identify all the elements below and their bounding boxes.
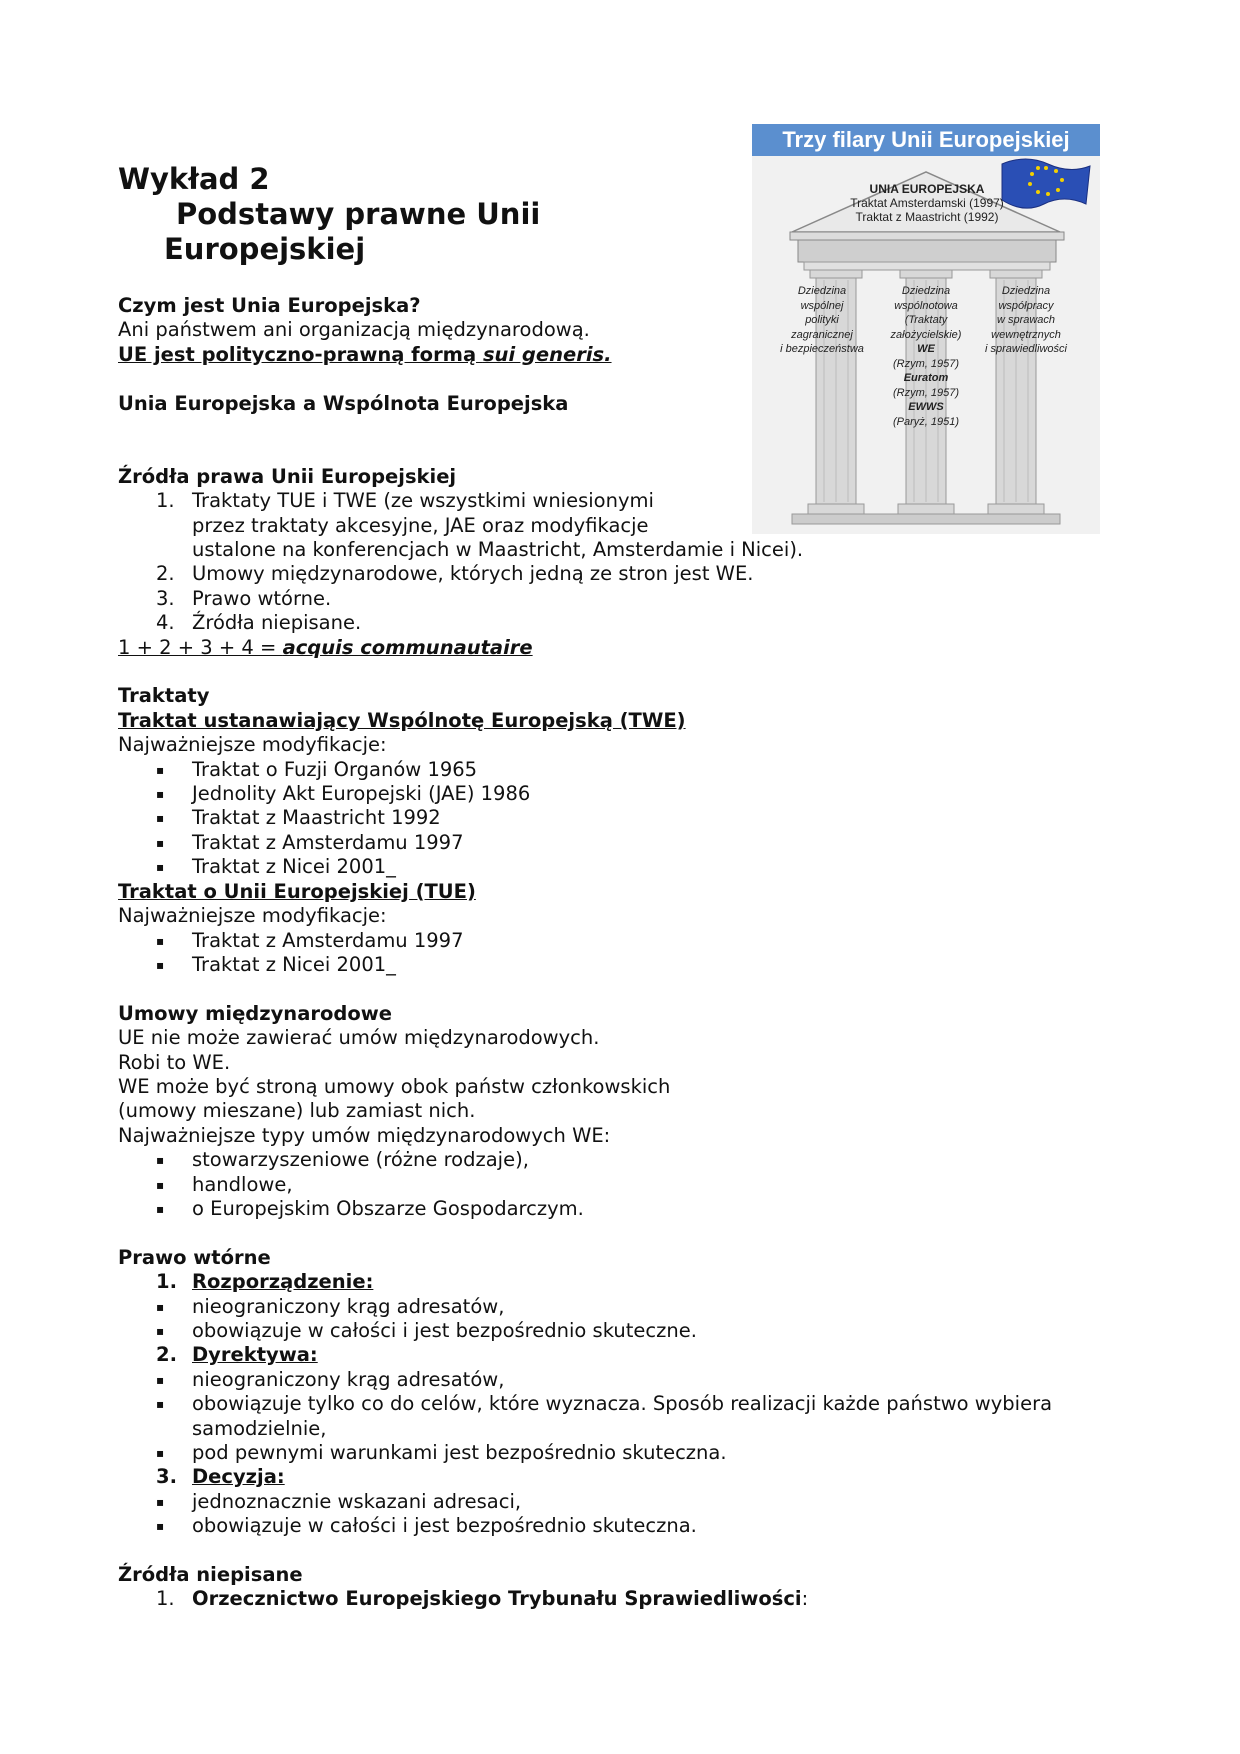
list-item: ▪ Traktat z Amsterdamu 1997 (118, 831, 1128, 855)
list-item (118, 611, 1128, 635)
list-item: ▪ Traktat z Maastricht 1992 (118, 806, 1128, 830)
secondary-list-1 (118, 1295, 1128, 1344)
secondary-section-3 (118, 1465, 1128, 1489)
item-number: 1. (156, 489, 175, 513)
item-line: ustalone na konferencjach w Maastricht, Amsterdamie i Nicei). (192, 538, 804, 562)
item-number: 3. (156, 1465, 177, 1489)
roof-text (812, 182, 1042, 224)
tue-heading: Traktat o Unii Europejskiej (TUE) (118, 879, 476, 903)
item-number: 2. (156, 562, 175, 586)
intro-line-1: Ani państwem ani organizacją międzynarodową. (118, 318, 590, 342)
twe-list (118, 758, 1128, 880)
list-item (118, 1465, 1128, 1489)
list-item: ▪ o Europejskim Obszarze Gospodarczym. (118, 1197, 1128, 1221)
agreements-line: WE może być stroną umowy obok państw członkowskich (118, 1074, 671, 1098)
unwritten-list (118, 1587, 1128, 1611)
item-bold-text: Orzecznictwo Europejskiego Trybunału Sprawiedliwości (192, 1587, 802, 1611)
list-item (118, 587, 1128, 611)
secondary-heading: Prawo wtórne (118, 1245, 271, 1269)
list-item: ▪ Traktat z Amsterdamu 1997 (118, 929, 1128, 953)
pillar-2-line: (Traktaty (904, 314, 948, 326)
pillar-1-line: polityki (805, 314, 839, 326)
item-line: Traktaty TUE i TWE (ze wszystkimi wniesionymi (192, 489, 654, 513)
item-tail: : (801, 1587, 809, 1611)
section-title: Rozporządzenie: (192, 1270, 374, 1294)
intro-line-2-italic: sui generis. (482, 342, 612, 366)
roof-line-2: Traktat Amsterdamski (1997) (850, 196, 1004, 210)
intro-line-2 (118, 343, 1128, 367)
section-title: Decyzja: (192, 1465, 285, 1489)
pillar-1-line: wspólnej (800, 299, 844, 312)
pillar-3-line: Dziedzina (1001, 285, 1051, 297)
item-line: Umowy międzynarodowe, których jedną ze stron jest WE. (192, 562, 754, 586)
twe-heading: Traktat ustanawiający Wspólnotę Europejską (TWE) (118, 708, 686, 732)
pillar-2-line: EWWS (908, 401, 944, 413)
list-item: ▪ Traktat o Fuzji Organów 1965 (118, 758, 1128, 782)
item-line: Źródła niepisane. (192, 611, 362, 635)
agreements-line: Najważniejsze typy umów międzynarodowych WE: (118, 1123, 611, 1147)
list-item: ▪ obowiązuje w całości i jest bezpośrednio skuteczna. (118, 1514, 1128, 1538)
pillar-1-line: Dziedzina (797, 285, 847, 297)
treaties-heading: Traktaty (118, 684, 210, 708)
document-title (118, 162, 540, 267)
pillar-2-line: WE (917, 343, 935, 355)
roof-line-1: UNIA EUROPEJSKA (869, 182, 985, 196)
figure-title: Trzy filary Unii Europejskiej (752, 124, 1100, 156)
pillar-1-line: i bezpieczeństwa (780, 343, 864, 355)
roof-line-3: Traktat z Maastricht (1992) (855, 210, 999, 224)
agreements-line: (umowy mieszane) lub zamiast nich. (118, 1099, 476, 1123)
secondary-section-2 (118, 1343, 1128, 1367)
item-number: 2. (156, 1343, 177, 1367)
list-item: ▪ jednoznacznie wskazani adresaci, (118, 1490, 1128, 1514)
list-item: ▪ nieograniczony krąg adresatów, (118, 1295, 1128, 1319)
tue-list (118, 929, 1128, 978)
pillar-2-line: Dziedzina (901, 285, 951, 297)
list-item: ▪ nieograniczony krąg adresatów, (118, 1368, 1128, 1392)
list-item: ▪ Traktat z Nicei 2001_ (118, 855, 1128, 879)
agreements-list (118, 1148, 1128, 1221)
title-line-3: Europejskiej (164, 232, 366, 266)
section-title: Dyrektywa: (192, 1343, 318, 1367)
list-item: ▪ Traktat z Nicei 2001_ (118, 953, 1128, 977)
ue-we-heading: Unia Europejska a Wspólnota Europejska (118, 391, 569, 415)
list-item: ▪ obowiązuje w całości i jest bezpośrednio skuteczne. (118, 1319, 1128, 1343)
pillar-1-line: zagranicznej (791, 328, 853, 341)
pillar-2-line: Euratom (903, 372, 949, 384)
list-item: ▪ handlowe, (118, 1173, 1128, 1197)
pillar-3-line: i sprawiedliwości (985, 343, 1067, 355)
agreements-heading: Umowy międzynarodowe (118, 1001, 392, 1025)
item-number: 4. (156, 611, 175, 635)
secondary-list-3 (118, 1490, 1128, 1539)
list-item (118, 489, 1128, 562)
secondary-section-1 (118, 1270, 1128, 1294)
list-item: ▪ pod pewnymi warunkami jest bezpośrednio skuteczna. (118, 1441, 1128, 1465)
intro-heading: Czym jest Unia Europejska? (118, 294, 421, 317)
pillar-2-line: założycielskie) (890, 328, 962, 341)
unwritten-heading: Źródła niepisane (118, 1563, 303, 1587)
pillar-3-line: wewnętrznych (991, 328, 1061, 341)
secondary-list-2 (118, 1368, 1128, 1466)
item-line: Prawo wtórne. (192, 586, 332, 610)
list-item (118, 562, 1128, 586)
item-number: 1. (156, 1270, 177, 1294)
intro-line-2-text: UE jest polityczno-prawną formą (118, 342, 483, 366)
sources-list (118, 489, 1128, 635)
item-number: 3. (156, 586, 175, 610)
item-line: przez traktaty akcesyjne, JAE oraz modyfikacje (192, 513, 649, 537)
document-body (118, 294, 1128, 1612)
pillar-2-line: (Rzym, 1957) (892, 386, 960, 399)
acquis-term: acquis communautaire (282, 635, 533, 659)
pillar-3-line: w sprawach (996, 314, 1056, 326)
item-number: 1. (156, 1587, 175, 1611)
list-item: ▪ obowiązuje tylko co do celów, które wyznacza. Sposób realizacji każde państwo wybiera samodzielnie, (118, 1392, 1128, 1441)
acquis-line (118, 636, 1128, 660)
pillar-3-line: współpracy (998, 299, 1054, 312)
list-item: ▪ stowarzyszeniowe (różne rodzaje), (118, 1148, 1128, 1172)
list-item (118, 1587, 1128, 1611)
title-line-2: Podstawy prawne Unii (176, 197, 541, 231)
agreements-line: UE nie może zawierać umów międzynarodowych. (118, 1026, 600, 1050)
pillar-2-line: (Rzym, 1957) (892, 357, 960, 370)
agreements-line: Robi to WE. (118, 1050, 231, 1074)
title-line-1: Wykład 2 (118, 162, 270, 196)
sources-heading: Źródła prawa Unii Europejskiej (118, 464, 457, 488)
pillar-2-line: (Paryż, 1951) (892, 415, 960, 428)
list-item (118, 1270, 1128, 1294)
list-item: ▪ Jednolity Akt Europejski (JAE) 1986 (118, 782, 1128, 806)
list-item (118, 1343, 1128, 1367)
twe-mod-label: Najważniejsze modyfikacje: (118, 733, 387, 757)
pillar-2-line: wspólnotowa (894, 299, 958, 312)
acquis-prefix: 1 + 2 + 3 + 4 = (118, 635, 283, 659)
tue-mod-label: Najważniejsze modyfikacje: (118, 904, 387, 928)
